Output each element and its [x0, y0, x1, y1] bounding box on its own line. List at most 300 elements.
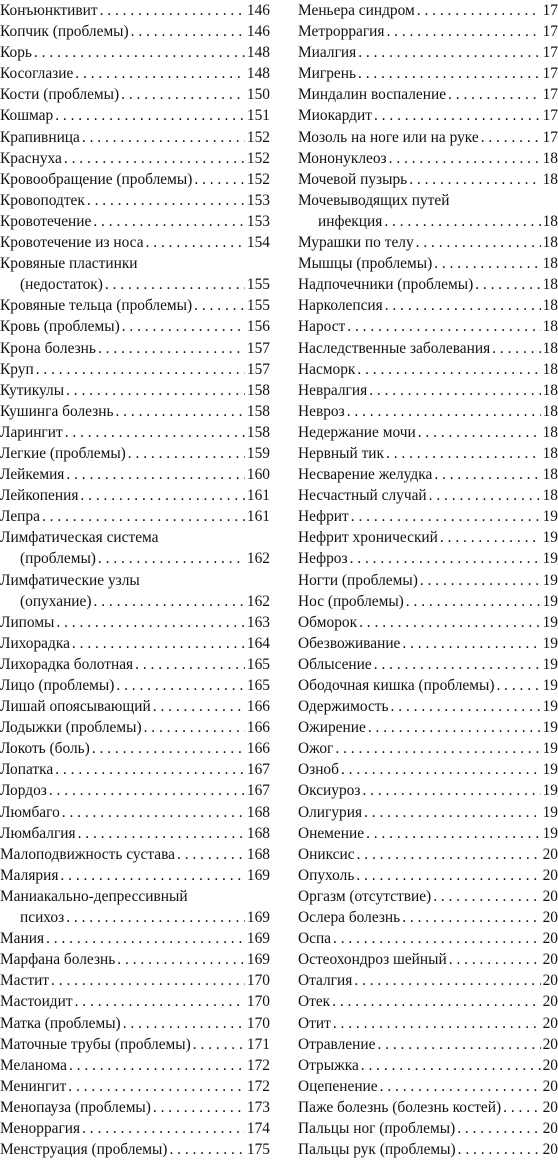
index-entry: [298, 1034, 558, 1055]
leader-dots: [72, 633, 245, 654]
index-term: Лишай опоясывающий: [0, 698, 151, 716]
page-number: 19: [542, 782, 558, 800]
index-term: Лимфатическая система: [0, 529, 159, 547]
index-entry: [0, 401, 270, 422]
index-entry: [0, 696, 270, 717]
leader-dots: [475, 274, 540, 295]
index-entry: [0, 190, 270, 211]
leader-dots: [356, 865, 540, 886]
page-number: 18: [542, 297, 558, 315]
page-number: 20: [542, 1119, 558, 1137]
leader-dots: [357, 359, 540, 380]
index-term: Миндалин воспаление: [298, 86, 447, 104]
index-term: Паже болезнь (болезнь костей): [298, 1098, 502, 1116]
index-entry: [0, 844, 270, 865]
page-number: 168: [246, 845, 270, 863]
leader-dots: [350, 548, 541, 569]
index-entry: [298, 949, 558, 970]
leader-dots: [374, 105, 541, 126]
index-entry: [298, 928, 558, 949]
index-term: Нервный тик: [298, 444, 385, 462]
index-term: Лихорадка: [0, 634, 70, 652]
leader-dots: [51, 970, 245, 991]
index-term: Меньера синдром: [298, 2, 415, 19]
page-number: 157: [246, 339, 270, 357]
leader-dots: [49, 780, 245, 801]
index-entry: [0, 0, 270, 21]
page-number: 155: [246, 297, 270, 315]
index-entry: [0, 338, 270, 359]
index-entry: [298, 1097, 558, 1118]
leader-dots: [65, 422, 245, 443]
index-entry: [298, 485, 558, 506]
index-entry: [298, 802, 558, 823]
index-term: Мононуклеоз: [298, 149, 387, 167]
index-term: Ларингит: [0, 423, 63, 441]
page-number: 19: [542, 550, 558, 568]
leader-dots: [92, 738, 245, 759]
index-entry: [0, 1076, 270, 1097]
page-number: 18: [542, 318, 558, 336]
index-term: Мастит: [0, 972, 50, 990]
index-term: Надпочечники (проблемы): [298, 276, 474, 294]
index-entry: [0, 928, 270, 949]
index-entry: [0, 570, 270, 612]
index-term: Отравление: [298, 1035, 376, 1053]
index-entry: [298, 1139, 558, 1160]
index-entry: [298, 548, 558, 569]
page-number: 173: [246, 1098, 270, 1116]
leader-dots: [55, 105, 245, 126]
index-entry: [0, 865, 270, 886]
index-term: Лицо (проблемы): [0, 677, 115, 694]
index-entry: [298, 148, 558, 169]
index-term: Круп: [0, 360, 34, 378]
index-entry: [0, 886, 270, 928]
index-term-continuation: (опухание): [20, 592, 92, 610]
leader-dots: [94, 591, 245, 612]
index-term: Крона болезнь: [0, 339, 96, 357]
index-entry: [298, 717, 558, 738]
page-number: 169: [246, 930, 270, 948]
index-entry: [298, 970, 558, 991]
index-entry: [0, 105, 270, 126]
page-number: 153: [246, 191, 270, 209]
index-term: Одержимость: [298, 698, 389, 716]
index-term: Облысение: [298, 655, 372, 673]
index-term: Пальцы ног (проблемы): [298, 1119, 456, 1137]
leader-dots: [193, 1034, 245, 1055]
index-entry: [0, 1118, 270, 1139]
page-number: 172: [246, 1056, 270, 1074]
leader-dots: [429, 485, 541, 506]
leader-dots: [335, 738, 540, 759]
index-entry: [298, 907, 558, 928]
leader-dots: [105, 274, 245, 295]
index-entry: [0, 380, 270, 401]
index-term: Краснуха: [0, 149, 62, 167]
page-number: 18: [542, 423, 558, 441]
page-number: 169: [246, 866, 270, 884]
page-number: 158: [246, 423, 270, 441]
page-number: 18: [542, 276, 558, 294]
index-term: Мурашки по телу: [298, 234, 414, 252]
index-term: Кровь (проблемы): [0, 318, 120, 336]
page-number: 170: [246, 993, 270, 1011]
index-term: Нарост: [298, 318, 346, 336]
index-term: Несварение желудка: [298, 466, 433, 484]
index-term: Оталгия: [298, 972, 353, 990]
index-term: Насморк: [298, 360, 356, 378]
index-term-continuation: инфекция: [318, 212, 383, 230]
index-term: Люмбалгия: [0, 824, 76, 842]
leader-dots: [87, 190, 245, 211]
index-term: Пальцы рук (проблемы): [298, 1141, 456, 1159]
index-term: Лихорадка болотная: [0, 655, 134, 673]
leader-dots: [68, 1076, 245, 1097]
leader-dots: [351, 506, 541, 527]
page-number: 174: [246, 1119, 270, 1137]
leader-dots: [358, 42, 540, 63]
index-entry: [298, 42, 558, 63]
index-entry: [298, 274, 558, 295]
index-entry: [298, 21, 558, 42]
page-number: 18: [542, 360, 558, 378]
leader-dots: [177, 844, 245, 865]
page-number: 158: [246, 381, 270, 399]
page-number: 18: [542, 170, 558, 188]
leader-dots: [457, 1118, 540, 1139]
index-term: Лейкемия: [0, 466, 65, 484]
index-term: Отек: [298, 993, 331, 1011]
page-number: 18: [542, 381, 558, 399]
index-entry: [298, 612, 558, 633]
index-term: Наследственные заболевания: [298, 339, 491, 357]
leader-dots: [144, 717, 245, 738]
page-number: 158: [246, 402, 270, 420]
index-term: Лопатка: [0, 761, 54, 779]
leader-dots: [374, 654, 541, 675]
page-number: 163: [246, 613, 270, 631]
leader-dots: [146, 232, 245, 253]
index-entry: [298, 359, 558, 380]
index-term: Мочевыводящих путей: [298, 191, 450, 209]
leader-dots: [362, 780, 540, 801]
index-term: Ослера болезнь: [298, 909, 401, 927]
page-number: 20: [542, 845, 558, 863]
page-number: 148: [246, 44, 270, 62]
index-entry: [0, 612, 270, 633]
index-term: Кости (проблемы): [0, 86, 120, 104]
page-number: 171: [246, 1035, 270, 1053]
page-number: 162: [246, 592, 270, 610]
index-term: Миокардит: [298, 107, 372, 125]
index-term: Озноб: [298, 761, 339, 779]
leader-dots: [402, 907, 540, 928]
leader-dots: [82, 1118, 245, 1139]
index-term-continuation: (недостаток): [20, 276, 103, 294]
page-number: 20: [542, 909, 558, 927]
index-term: Кровяные тельца (проблемы): [0, 297, 193, 315]
index-entry: [298, 464, 558, 485]
index-entry: [0, 949, 270, 970]
index-term: Мастоидит: [0, 993, 73, 1011]
page-number: 146: [246, 23, 270, 41]
index-term: Корь: [0, 44, 32, 62]
leader-dots: [434, 253, 540, 274]
index-entry: [0, 717, 270, 738]
page-number: 19: [542, 613, 558, 631]
page-number: 166: [246, 740, 270, 758]
leader-dots: [386, 21, 540, 42]
leader-dots: [417, 0, 541, 21]
index-term-continuation: психоз: [20, 909, 65, 927]
leader-dots: [434, 464, 540, 485]
leader-dots: [42, 506, 245, 527]
index-term: Менингит: [0, 1077, 67, 1095]
page-number: 18: [542, 466, 558, 484]
index-entry: [298, 1055, 558, 1076]
index-entry: [0, 21, 270, 42]
leader-dots: [440, 527, 541, 548]
index-entry: [0, 211, 270, 232]
page-number: 19: [542, 803, 558, 821]
index-entry: [298, 633, 558, 654]
page-number: 160: [246, 466, 270, 484]
index-term: Мания: [0, 930, 45, 948]
leader-dots: [66, 907, 245, 928]
leader-dots: [380, 1076, 541, 1097]
page-number: 159: [246, 444, 270, 462]
index-term: Марфана болезнь: [0, 951, 116, 969]
page-number: 19: [542, 698, 558, 716]
leader-dots: [402, 633, 540, 654]
index-term: Кровотечение: [0, 212, 92, 230]
index-term: Обезвоживание: [298, 634, 401, 652]
index-entry: [0, 148, 270, 169]
leader-dots: [80, 485, 244, 506]
index-entry: [298, 591, 558, 612]
page-number: 19: [542, 592, 558, 610]
index-entry: [0, 1034, 270, 1055]
leader-dots: [492, 338, 540, 359]
page-number: 166: [246, 698, 270, 716]
index-term: Менструация (проблемы): [0, 1141, 168, 1159]
leader-dots: [55, 759, 245, 780]
leader-dots: [377, 1034, 540, 1055]
index-entry: [298, 844, 558, 865]
page-number: 18: [542, 234, 558, 252]
index-entry: [0, 527, 270, 569]
index-entry: [298, 63, 558, 84]
page-number: 19: [542, 740, 558, 758]
leader-dots: [361, 1055, 541, 1076]
index-column-right: [298, 0, 558, 1160]
index-entry: [298, 84, 558, 105]
page-number: 19: [542, 824, 558, 842]
page-number: 18: [542, 255, 558, 273]
index-term: Мозоль на ноге или на руке: [298, 128, 479, 146]
index-term: Лейкопения: [0, 487, 79, 505]
index-term: Кошмар: [0, 107, 54, 125]
leader-dots: [115, 401, 244, 422]
index-entry: [0, 443, 270, 464]
leader-dots: [385, 295, 541, 316]
index-entry: [0, 253, 270, 295]
index-term: Лордоз: [0, 782, 47, 800]
index-term: Кровяные пластинки: [0, 255, 138, 273]
index-entry: [298, 823, 558, 844]
index-entry: [0, 802, 270, 823]
index-entry: [0, 970, 270, 991]
page-number: 161: [246, 508, 270, 526]
leader-dots: [78, 823, 245, 844]
index-entry: [298, 232, 558, 253]
index-term: Малярия: [0, 866, 59, 884]
page-number: 17: [542, 23, 558, 41]
leader-dots: [406, 591, 541, 612]
leader-dots: [416, 232, 541, 253]
leader-dots: [481, 127, 541, 148]
leader-dots: [418, 422, 541, 443]
index-entry: [0, 63, 270, 84]
index-entry: [298, 1013, 558, 1034]
page-number: 168: [246, 803, 270, 821]
index-term: Малоподвижность сустава: [0, 845, 176, 863]
index-term: Косоглазие: [0, 65, 74, 83]
index-entry: [298, 169, 558, 190]
leader-dots: [364, 802, 541, 823]
page-number: 20: [542, 1056, 558, 1074]
leader-dots: [98, 548, 245, 569]
index-entry: [0, 127, 270, 148]
index-term: Лодыжки (проблемы): [0, 719, 142, 737]
leader-dots: [368, 717, 541, 738]
index-entry: [298, 295, 558, 316]
index-entry: [298, 338, 558, 359]
index-entry: [0, 1013, 270, 1034]
leader-dots: [69, 1055, 245, 1076]
index-entry: [298, 1118, 558, 1139]
leader-dots: [194, 295, 245, 316]
leader-dots: [433, 886, 540, 907]
page-number: 161: [246, 487, 270, 505]
index-entry: [298, 253, 558, 274]
page-number: 172: [246, 1077, 270, 1095]
leader-dots: [123, 1013, 245, 1034]
leader-dots: [116, 675, 245, 696]
index-entry: [298, 780, 558, 801]
index-entry: [298, 759, 558, 780]
leader-dots: [333, 928, 541, 949]
page-number: 19: [542, 571, 558, 589]
index-entry: [298, 570, 558, 591]
page-number: 18: [542, 402, 558, 420]
leader-dots: [347, 401, 541, 422]
index-term: Мочевой пузырь: [298, 170, 408, 188]
index-term: Люмбаго: [0, 803, 60, 821]
index-term: Олигурия: [298, 803, 363, 821]
index-term: Лимфатические узлы: [0, 571, 140, 589]
leader-dots: [420, 570, 541, 591]
page-number: 20: [542, 866, 558, 884]
page-number: 20: [542, 993, 558, 1011]
index-entry: [298, 654, 558, 675]
index-term: Копчик (проблемы): [0, 23, 129, 41]
leader-dots: [384, 211, 540, 232]
leader-dots: [194, 169, 245, 190]
page-number: 18: [542, 487, 558, 505]
index-term: Кровоподтек: [0, 191, 85, 209]
page-number: 152: [246, 149, 270, 167]
index-term: Нос (проблемы): [298, 592, 404, 610]
page-number: 20: [542, 1141, 558, 1159]
index-entry: [0, 1097, 270, 1118]
index-term: Кровотечение из носа: [0, 234, 144, 252]
index-entry: [0, 1055, 270, 1076]
page-number: 18: [542, 444, 558, 462]
leader-dots: [169, 1139, 244, 1160]
leader-dots: [64, 148, 245, 169]
index-entry: [298, 443, 558, 464]
page-number: 19: [542, 508, 558, 526]
index-term: Недержание мочи: [298, 423, 416, 441]
page-number: 17: [542, 128, 558, 146]
index-term: Лепра: [0, 508, 40, 526]
leader-dots: [34, 42, 245, 63]
page-number: 146: [246, 2, 270, 19]
page-number: 165: [246, 655, 270, 673]
leader-dots: [128, 443, 245, 464]
index-term: Маниакально-депрессивный: [0, 887, 188, 905]
page-number: 164: [246, 634, 270, 652]
page-number: 20: [542, 1014, 558, 1032]
page-number: 20: [542, 972, 558, 990]
index-entry: [298, 865, 558, 886]
page-number: 18: [542, 149, 558, 167]
index-entry: [298, 380, 558, 401]
leader-dots: [449, 949, 541, 970]
index-term: Онемение: [298, 824, 365, 842]
index-entry: [0, 464, 270, 485]
index-term: Ониксис: [298, 845, 355, 863]
page-number: 148: [246, 65, 270, 83]
leader-dots: [359, 612, 541, 633]
index-column-left: [0, 0, 270, 1160]
index-entry: [0, 1139, 270, 1160]
index-term: Опухоль: [298, 866, 355, 884]
index-entry: [298, 886, 558, 907]
index-entry: [298, 127, 558, 148]
page-number: 150: [246, 86, 270, 104]
index-entry: [0, 485, 270, 506]
index-term: Легкие (проблемы): [0, 444, 126, 462]
leader-dots: [332, 991, 540, 1012]
page-number: 20: [542, 951, 558, 969]
leader-dots: [389, 148, 541, 169]
index-entry: [0, 506, 270, 527]
index-term: Нефроз: [298, 550, 348, 568]
index-term: Локоть (боль): [0, 740, 90, 758]
leader-dots: [36, 359, 245, 380]
leader-dots: [458, 1139, 541, 1160]
leader-dots: [153, 696, 245, 717]
index-term-continuation: (проблемы): [20, 550, 96, 568]
index-term: Нефрит: [298, 508, 349, 526]
leader-dots: [46, 928, 245, 949]
index-entry: [0, 169, 270, 190]
leader-dots: [496, 675, 540, 696]
